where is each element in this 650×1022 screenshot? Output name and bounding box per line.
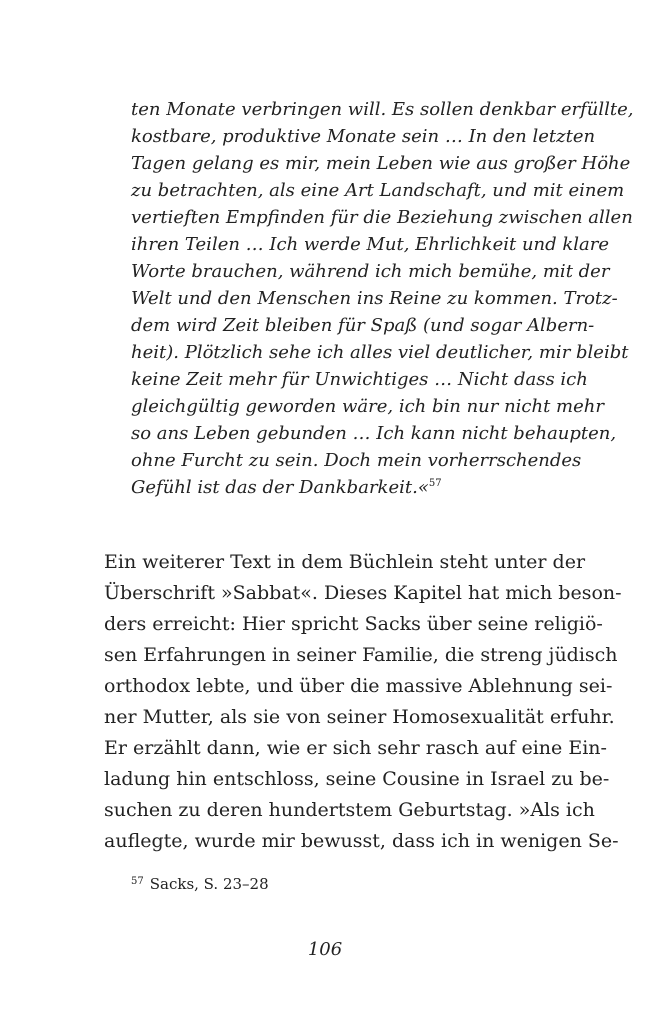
- body-line: Er erzählt dann, wie er sich sehr rasch auf eine Ein-: [104, 737, 607, 759]
- quote-line: Tagen gelang es mir, mein Leben wie aus großer Höhe: [131, 153, 631, 174]
- body-paragraph: [104, 547, 622, 857]
- quote-line: vertieften Empfinden für die Beziehung zwischen allen: [131, 207, 633, 228]
- quote-line: ihren Teilen … Ich werde Mut, Ehrlichkeit und klare: [131, 234, 610, 255]
- block-quote: [131, 96, 634, 501]
- quote-line: gleichgültig geworden wäre, ich bin nur nicht mehr: [131, 396, 604, 417]
- quote-last-line: [131, 474, 571, 501]
- footnote-reference[interactable]: 57: [428, 478, 442, 489]
- body-line: ladung hin entschloss, seine Cousine in Israel zu be-: [104, 768, 610, 790]
- body-line: ders erreicht: Hier spricht Sacks über seine religiö-: [104, 613, 603, 635]
- body-line: Überschrift »Sabbat«. Dieses Kapitel hat mich beson-: [104, 582, 622, 604]
- quote-line: kostbare, produktive Monate sein … In den letzten: [131, 126, 596, 147]
- page-number: 106: [307, 939, 343, 960]
- quote-line: keine Zeit mehr für Unwichtiges … Nicht dass ich: [131, 369, 588, 390]
- quote-line: zu betrachten, als eine Art Landschaft, und mit einem: [131, 180, 625, 201]
- footnote: [131, 872, 269, 894]
- body-line: sen Erfahrungen in seiner Familie, die streng jüdisch: [104, 644, 618, 666]
- quote-line: Welt und den Menschen ins Reine zu kommen. Trotz-: [131, 288, 618, 309]
- body-line: orthodox lebte, und über die massive Ablehnung sei-: [104, 675, 613, 697]
- footnote-number: 57: [131, 876, 144, 887]
- body-line: Ein weiterer Text in dem Büchlein steht unter der: [104, 551, 586, 573]
- quote-line: Worte brauchen, während ich mich bemühe, mit der: [131, 261, 610, 282]
- body-line: auflegte, wurde mir bewusst, dass ich in wenigen Se-: [104, 830, 619, 852]
- body-line: ner Mutter, als sie von seiner Homosexualität erfuhr.: [104, 706, 615, 728]
- quote-line: ohne Furcht zu sein. Doch mein vorherrschendes: [131, 450, 582, 471]
- quote-line-text: Gefühl ist das der Dankbarkeit.«: [131, 477, 429, 498]
- quote-line: so ans Leben gebunden … Ich kann nicht behaupten,: [131, 423, 617, 444]
- body-line: suchen zu deren hundertstem Geburtstag. »Als ich: [104, 799, 595, 821]
- quote-line: dem wird Zeit bleiben für Spaß (und sogar Albern-: [131, 315, 595, 336]
- footnote-text: Sacks, S. 23–28: [149, 875, 269, 893]
- quote-line: heit). Plötzlich sehe ich alles viel deutlicher, mir bleibt: [131, 342, 629, 363]
- quote-line: ten Monate verbringen will. Es sollen denkbar erfüllte,: [131, 99, 634, 120]
